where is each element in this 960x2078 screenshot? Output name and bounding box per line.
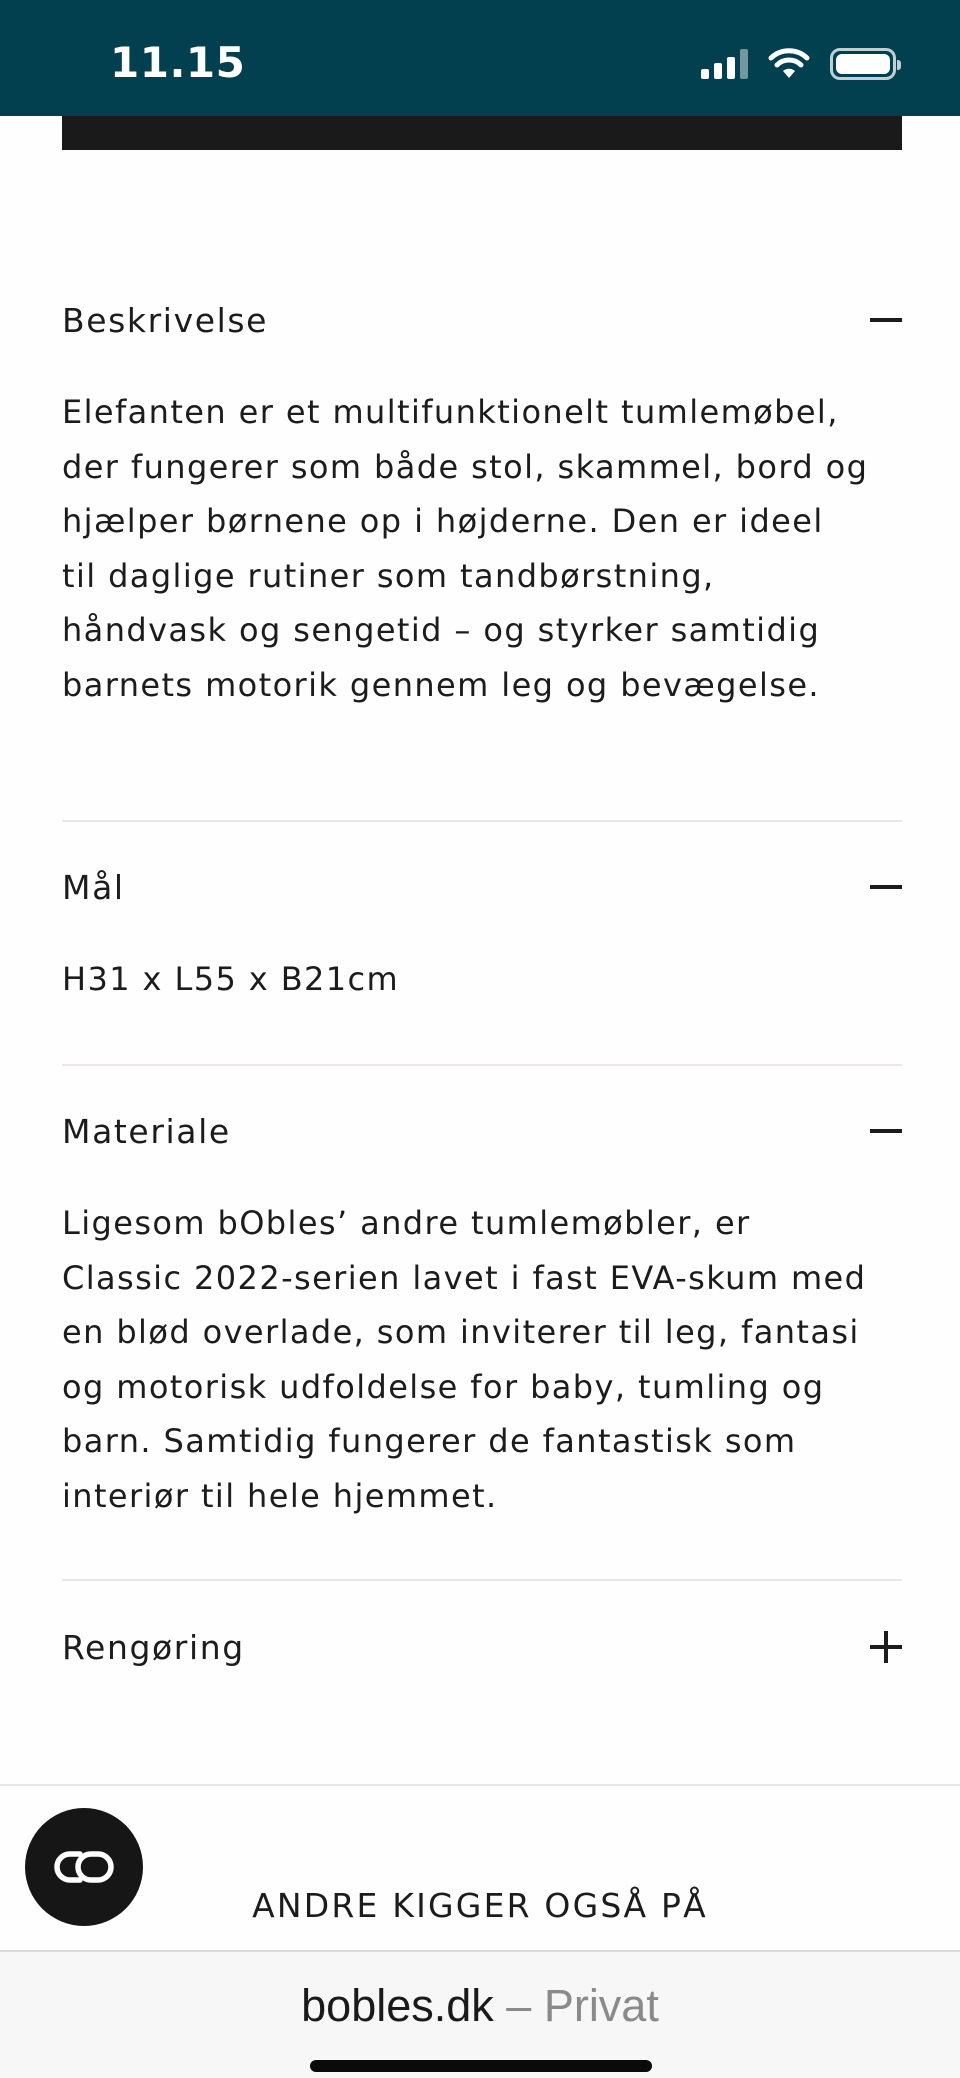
accordion-title: Rengøring bbox=[62, 1627, 245, 1667]
accordion-body-maal bbox=[62, 952, 902, 1007]
body-line: Ligesom bObles’ andre tumlemøbler, er bbox=[62, 1204, 751, 1242]
home-indicator[interactable] bbox=[310, 2060, 652, 2072]
url-domain: bobles.dk bbox=[301, 1980, 494, 2031]
accordion-title: Mål bbox=[62, 867, 125, 907]
body-line: og motorisk udfoldelse for baby, tumling og bbox=[62, 1367, 825, 1406]
accordion-title: Beskrivelse bbox=[62, 300, 269, 340]
minus-icon[interactable] bbox=[870, 871, 902, 903]
minus-icon[interactable] bbox=[870, 304, 902, 336]
status-icons bbox=[701, 46, 896, 82]
minus-icon[interactable] bbox=[870, 1115, 902, 1147]
divider bbox=[62, 1579, 902, 1581]
accordion-title: Materiale bbox=[62, 1111, 231, 1151]
accordion-body-materiale bbox=[62, 1196, 902, 1523]
cellular-signal-icon bbox=[701, 49, 748, 79]
accordion-body-beskrivelse bbox=[62, 385, 902, 712]
battery-icon bbox=[830, 48, 896, 80]
body-line: hjælper børnene op i højderne. Den er ideel bbox=[62, 502, 824, 540]
body-line: H31 x L55 x B21cm bbox=[62, 960, 400, 998]
wifi-icon bbox=[768, 48, 810, 80]
add-to-cart-button[interactable] bbox=[62, 116, 902, 150]
accordion-header-rengoering[interactable] bbox=[62, 1617, 902, 1677]
browser-address-bar[interactable] bbox=[0, 1950, 960, 2078]
private-mode-label: – Privat bbox=[493, 1980, 659, 2031]
body-line: en blød overlade, som inviterer til leg, fantasi bbox=[62, 1313, 860, 1351]
divider bbox=[62, 820, 902, 822]
divider bbox=[62, 1064, 902, 1066]
body-line: Elefanten er et multifunktionelt tumlemøbel, bbox=[62, 393, 839, 431]
status-time: 11.15 bbox=[110, 38, 246, 87]
section-divider bbox=[0, 1784, 960, 1786]
url-display[interactable] bbox=[0, 1980, 960, 2032]
accordion-header-maal[interactable] bbox=[62, 857, 902, 917]
body-line: der fungerer som både stol, skammel, bord og bbox=[62, 447, 869, 486]
status-bar bbox=[0, 0, 960, 116]
chat-link-icon bbox=[52, 1847, 116, 1887]
accordion-header-materiale[interactable] bbox=[62, 1101, 902, 1161]
plus-icon[interactable] bbox=[870, 1631, 902, 1663]
body-line: barn. Samtidig fungerer de fantastisk som bbox=[62, 1422, 797, 1460]
also-viewed-heading: ANDRE KIGGER OGSÅ PÅ bbox=[252, 1886, 708, 1925]
body-line: håndvask og sengetid – og styrker samtidig bbox=[62, 611, 821, 649]
body-line: barnets motorik gennem leg og bevægelse. bbox=[62, 665, 820, 704]
chat-button[interactable] bbox=[25, 1808, 143, 1926]
body-line: til daglige rutiner som tandbørstning, bbox=[62, 556, 715, 595]
body-line: interiør til hele hjemmet. bbox=[62, 1476, 498, 1515]
accordion-header-beskrivelse[interactable] bbox=[62, 290, 902, 350]
body-line: Classic 2022-serien lavet i fast EVA-skum med bbox=[62, 1258, 867, 1297]
